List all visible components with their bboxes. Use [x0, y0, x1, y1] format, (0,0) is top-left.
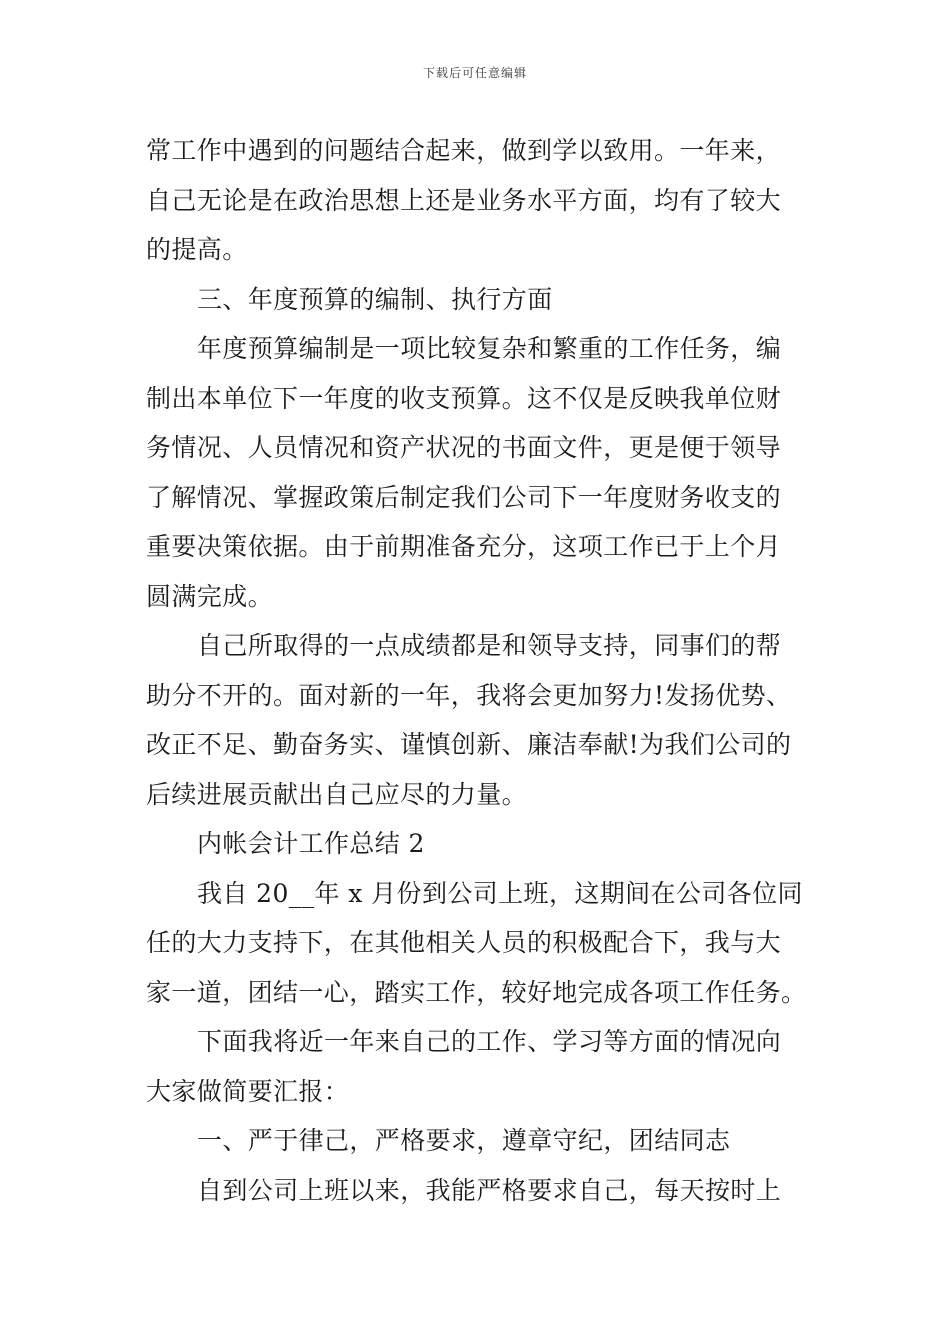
- document-body: [146, 126, 806, 1215]
- text-line: 家一道，团结一心，踏实工作，较好地完成各项工作任务。: [146, 977, 806, 1007]
- text-line: 后续进展贡献出自己应尽的力量。: [146, 779, 528, 809]
- paragraph-start: 年度预算编制是一项比较复杂和繁重的工作任务，编: [197, 334, 782, 363]
- text-line: 常工作中遇到的问题结合起来，做到学以致用。一年来，: [146, 136, 782, 165]
- paragraph-start: 下面我将近一年来自己的工作、学习等方面的情况向: [197, 1027, 782, 1056]
- section-heading: 一、严于律己，严格要求，遵章守纪，团结同志: [197, 1126, 731, 1155]
- text-line: 了解情况、掌握政策后制定我们公司下一年度财务收支的: [146, 482, 782, 512]
- paragraph-start: 自到公司上班以来，我能严格要求自己，每天按时上: [197, 1175, 782, 1205]
- text-line: 的提高。: [146, 235, 248, 264]
- text-line: 任的大力支持下，在其他相关人员的积极配合下，我与大: [146, 928, 782, 957]
- text-line: 制出本单位下一年度的收支预算。这不仅是反映我单位财: [146, 383, 782, 413]
- document-subtitle: 内帐会计工作总结 2: [197, 829, 425, 858]
- text-line: 圆满完成。: [146, 581, 274, 611]
- page-header: 下载后可任意编辑: [422, 66, 527, 80]
- paragraph-start: 自己所取得的一点成绩都是和领导支持，同事们的帮: [197, 631, 782, 660]
- section-heading: 三、年度预算的编制、执行方面: [197, 284, 553, 314]
- text-line: 务情况、人员情况和资产状况的书面文件，更是便于领导: [146, 433, 782, 462]
- text-line: 重要决策依据。由于前期准备充分，这项工作已于上个月: [146, 532, 782, 561]
- text-line: 大家做简要汇报：: [146, 1076, 350, 1106]
- text-line: 助分不开的。面对新的一年，我将会更加努力!发扬优势、: [146, 680, 792, 710]
- text-line: 自己无论是在政治思想上还是业务水平方面，均有了较大: [146, 185, 782, 215]
- text-line: 改正不足、勤奋务实、谨慎创新、廉洁奉献!为我们公司的: [146, 730, 792, 759]
- paragraph-start: 我自 20__年 x 月份到公司上班，这期间在公司各位同: [197, 878, 803, 908]
